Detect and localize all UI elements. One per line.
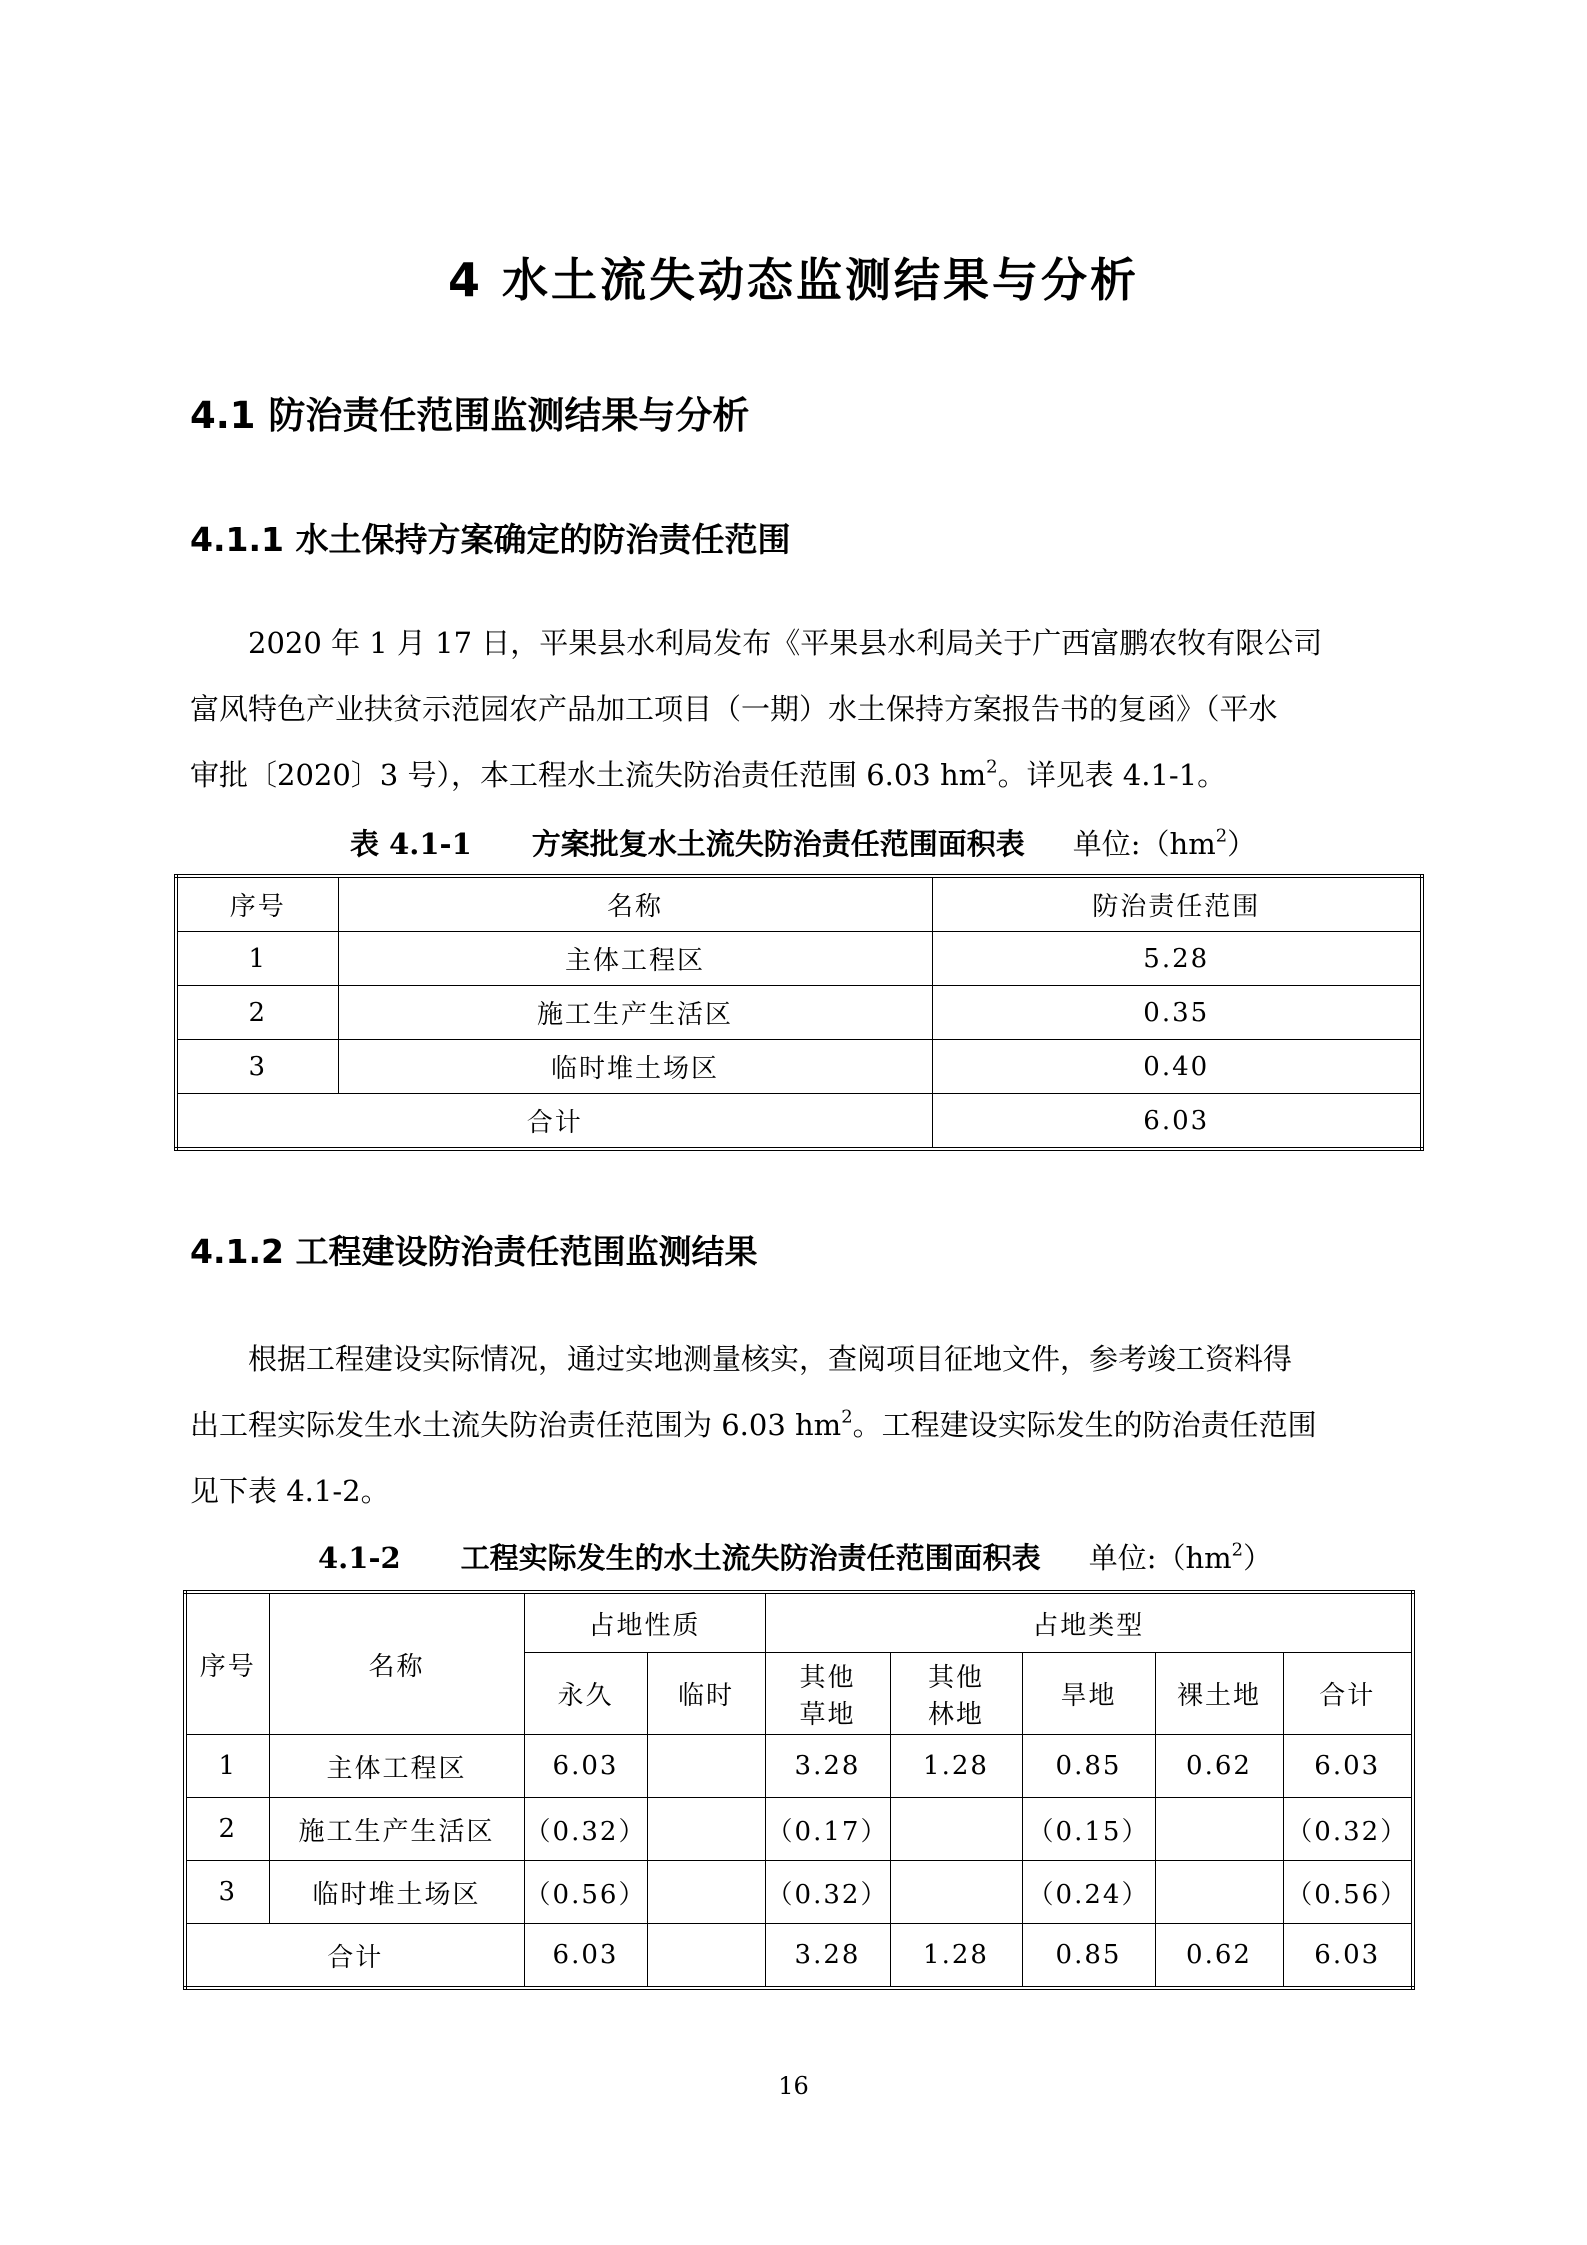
table-cell: 1.28 (890, 1924, 1022, 1989)
table-total-row (176, 1094, 1422, 1150)
table-row (176, 986, 1422, 1040)
section-4-1-2-title: 4.1.2 工程建设防治责任范围监测结果 (190, 1232, 758, 1271)
table1-caption: 表 4.1-1 方案批复水土流失防治责任范围面积表 单位$:(hm^2)$ (350, 825, 1257, 861)
table-cell: （0.24） (1022, 1861, 1155, 1924)
header-cell: 其他 草地 (765, 1653, 890, 1735)
table-cell: 1 (176, 932, 338, 986)
table-cell (647, 1735, 765, 1798)
header-cell: 其他 林地 (890, 1653, 1022, 1735)
chapter-title: 4 水土流失动态监测结果与分析 (447, 253, 1140, 307)
table-cell: 6.03 (1283, 1735, 1413, 1798)
table-cell: 施工生产生活区 (338, 986, 932, 1040)
paragraph-line: 2020 年 1 月 17 日，平果县水利局发布《平果县水利局关于广西富鹏农牧有限公司 (248, 626, 1323, 660)
table-cell: 0.62 (1155, 1735, 1283, 1798)
header-cell: 合计 (1283, 1653, 1413, 1735)
total-label: 合计 (185, 1924, 524, 1989)
table2 (183, 1590, 1415, 1990)
table-cell: （0.32） (765, 1861, 890, 1924)
table-cell: 6.03 (524, 1735, 647, 1798)
table-cell: 1 (185, 1735, 269, 1798)
header-cell: 永久 (524, 1653, 647, 1735)
header-cell: 名称 (269, 1592, 524, 1735)
table-cell (647, 1798, 765, 1861)
table-cell: 0.40 (932, 1040, 1422, 1094)
section-4-1-1-paragraph (190, 610, 1405, 808)
table-header-row (185, 1592, 1413, 1653)
section-4-1-1-title: 4.1.1 水土保持方案确定的防治责任范围 (190, 520, 791, 559)
table1 (174, 874, 1424, 1151)
table-cell (647, 1861, 765, 1924)
table-header-row (176, 876, 1422, 932)
table-cell: 2 (185, 1798, 269, 1861)
header-cell: 序号 (185, 1592, 269, 1735)
table-cell: 3.28 (765, 1924, 890, 1989)
table-cell: 6.03 (524, 1924, 647, 1989)
table-cell: （0.56） (1283, 1861, 1413, 1924)
table-cell: 5.28 (932, 932, 1422, 986)
header-cell: 裸土地 (1155, 1653, 1283, 1735)
paragraph-line: 审批〔2020〕3 号），本工程水土流失防治责任范围 6.03 $hm^2$。详见表 4.1-1。 (190, 756, 1227, 792)
section-4-1-2-paragraph (190, 1326, 1405, 1524)
table-cell: 3 (176, 1040, 338, 1094)
table-cell: 6.03 (1283, 1924, 1413, 1989)
page-number: 16 (778, 2072, 809, 2100)
header-cell: 占地性质 (524, 1592, 765, 1653)
table-cell: （0.32） (524, 1798, 647, 1861)
total-value: 6.03 (932, 1094, 1422, 1150)
header-cell: 旱地 (1022, 1653, 1155, 1735)
table-cell: 3 (185, 1861, 269, 1924)
table-row (176, 932, 1422, 986)
header-cell: 名称 (338, 876, 932, 932)
header-cell: 序号 (176, 876, 338, 932)
table-cell (890, 1861, 1022, 1924)
table-cell (647, 1924, 765, 1989)
table-row (176, 1040, 1422, 1094)
paragraph-line: 富风特色产业扶贫示范园农产品加工项目（一期）水土保持方案报告书的复函》（平水 (190, 692, 1278, 726)
table-cell: 2 (176, 986, 338, 1040)
table-cell: 0.62 (1155, 1924, 1283, 1989)
paragraph-line: 出工程实际发生水土流失防治责任范围为 6.03 $hm^2$。工程建设实际发生的防治责任范围 (190, 1406, 1317, 1442)
section-4-1-title: 4.1 防治责任范围监测结果与分析 (190, 394, 750, 437)
table-row (185, 1798, 1413, 1861)
table-cell: 3.28 (765, 1735, 890, 1798)
table-cell: 0.85 (1022, 1735, 1155, 1798)
table-total-row (185, 1924, 1413, 1989)
paragraph-line: 根据工程建设实际情况，通过实地测量核实，查阅项目征地文件，参考竣工资料得 (248, 1342, 1293, 1376)
table2-caption: 4.1-2 工程实际发生的水土流失防治责任范围面积表 单位$:(hm^2)$ (318, 1539, 1273, 1575)
table-cell: （0.32） (1283, 1798, 1413, 1861)
table-cell (890, 1798, 1022, 1861)
total-label: 合计 (176, 1094, 932, 1150)
table-cell: 临时堆土场区 (269, 1861, 524, 1924)
table-cell: （0.56） (524, 1861, 647, 1924)
table-cell (1155, 1798, 1283, 1861)
table-cell: 临时堆土场区 (338, 1040, 932, 1094)
table-cell: （0.15） (1022, 1798, 1155, 1861)
table-cell: 主体工程区 (269, 1735, 524, 1798)
paragraph-line: 见下表 4.1-2。 (190, 1474, 390, 1508)
table-cell: 0.35 (932, 986, 1422, 1040)
table-cell: 0.85 (1022, 1924, 1155, 1989)
table-row (185, 1735, 1413, 1798)
header-cell: 防治责任范围 (932, 876, 1422, 932)
table-cell: 施工生产生活区 (269, 1798, 524, 1861)
table-row (185, 1861, 1413, 1924)
table-cell: 1.28 (890, 1735, 1022, 1798)
table-cell (1155, 1861, 1283, 1924)
table-cell: （0.17） (765, 1798, 890, 1861)
header-cell: 占地类型 (765, 1592, 1413, 1653)
table-cell: 主体工程区 (338, 932, 932, 986)
header-cell: 临时 (647, 1653, 765, 1735)
